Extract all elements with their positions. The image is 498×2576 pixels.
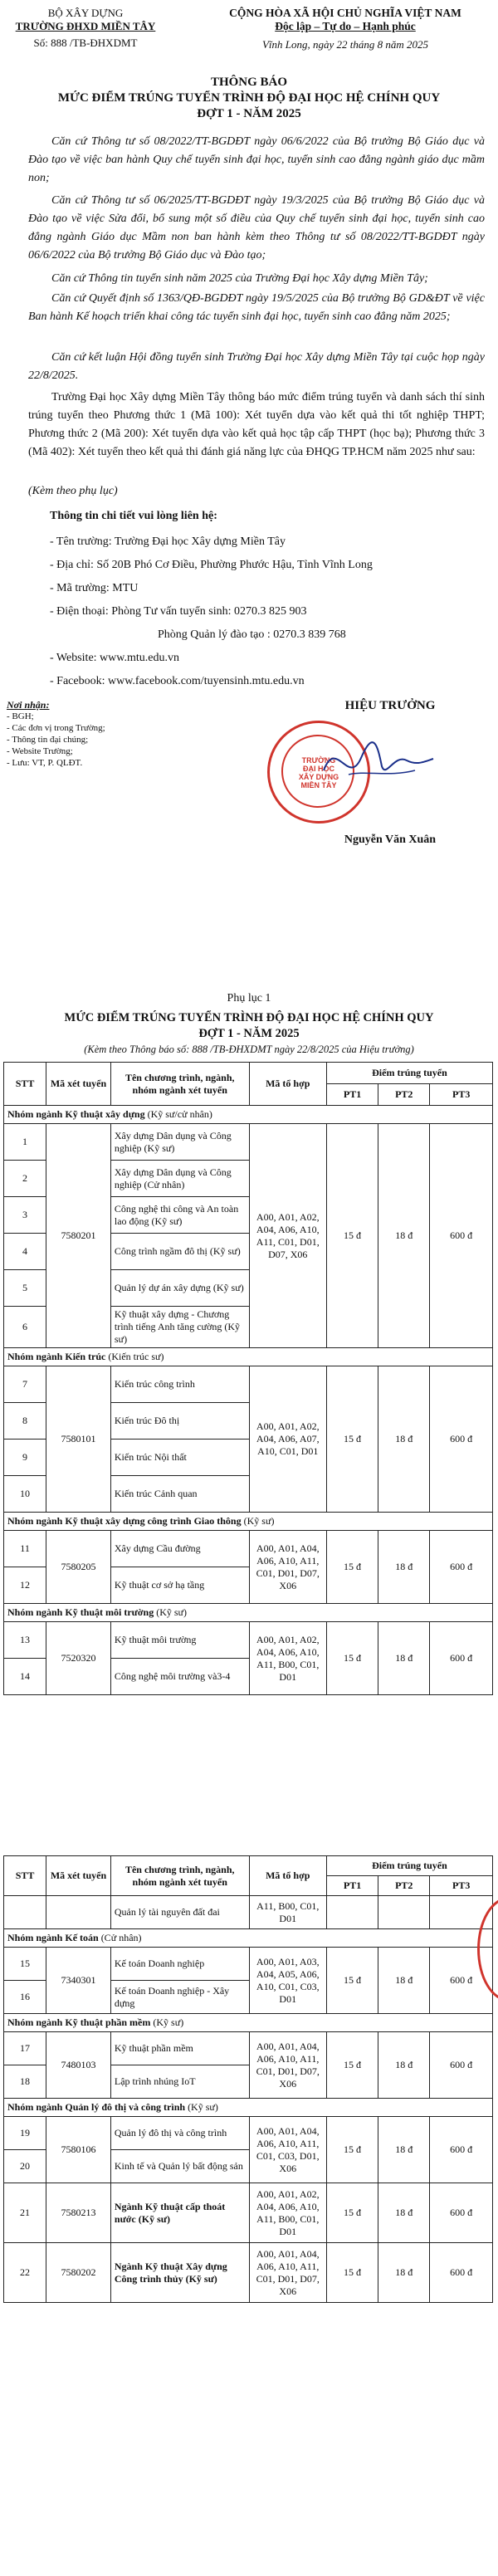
- col-program: Tên chương trình, ngành, nhóm ngành xét tuyển: [110, 1063, 249, 1106]
- row-pt1: 15 đ: [326, 1366, 378, 1513]
- col-pt1: PT1: [326, 1084, 378, 1106]
- group-header-row: [4, 2014, 493, 2032]
- row-program: Kế toán Doanh nghiệp - Xây dựng: [110, 1981, 249, 2014]
- recipient-item: - Lưu: VT, P. QLĐT.: [7, 758, 83, 768]
- row-pt2: 18 đ: [378, 2183, 430, 2243]
- row-pt3: 600 đ: [430, 2117, 493, 2183]
- group-header-row: [4, 2099, 493, 2117]
- row-program: Công nghệ thi công và An toàn lao động (Kỹ sư): [110, 1197, 249, 1234]
- row-stt: 14: [4, 1659, 46, 1695]
- row-combo: A00, A01, A04, A06, A10, A11, C01, D01, D07, X06: [249, 1531, 326, 1604]
- school-seal: TRƯỜNG ĐẠI HỌC XÂY DỰNG MIỀN TÂY: [267, 721, 370, 824]
- row-code: 7520320: [46, 1622, 111, 1695]
- title-line-1: THÔNG BÁO: [210, 76, 288, 89]
- row-code: 7340301: [46, 1948, 111, 2014]
- col-score: Điểm trúng tuyển: [326, 1856, 492, 1876]
- group-header: [4, 2099, 493, 2117]
- basis-4: Căn cứ Quyết định số 1363/QĐ-BGDĐT ngày 19/5/2025 của Bộ trưởng Bộ GD&ĐT về việc Ban hành Kế hoạch triển khai công tác tuyển sinh đại học, tuyển sinh cao đẳng năm 2025;: [28, 292, 485, 323]
- contact-phone-2: Phòng Quản lý đào tạo : 0270.3 839 768: [158, 628, 346, 641]
- row-stt: 13: [4, 1622, 46, 1659]
- row-stt: 19: [4, 2117, 46, 2150]
- col-combo: Mã tổ hợp: [249, 1856, 326, 1896]
- row-pt1: 15 đ: [326, 2243, 378, 2303]
- row-stt: 8: [4, 1403, 46, 1440]
- table-row: [4, 1948, 493, 1981]
- row-code: 7580202: [46, 2243, 111, 2303]
- recipient-item: - Các đơn vị trong Trường;: [7, 723, 105, 733]
- row-program: Xây dựng Dân dụng và Công nghiệp (Cử nhân): [110, 1161, 249, 1197]
- row-stt: 3: [4, 1197, 46, 1234]
- row-stt: 18: [4, 2065, 46, 2099]
- row-pt2: 18 đ: [378, 1124, 430, 1348]
- row-program: Quản lý đô thị và công trình: [110, 2117, 249, 2150]
- row-stt: 9: [4, 1440, 46, 1476]
- page-2-annex: [0, 992, 498, 2576]
- row-pt1: 15 đ: [326, 1124, 378, 1348]
- row-pt2: 18 đ: [378, 1531, 430, 1604]
- recipient-item: - Website Trường;: [7, 746, 73, 756]
- contact-facebook[interactable]: - Facebook: www.facebook.com/tuyensinh.mtu.edu.vn: [50, 675, 305, 687]
- row-code: 7580101: [46, 1366, 111, 1513]
- scores-table-a: [3, 1062, 493, 1695]
- row-pt1: [326, 1896, 378, 1929]
- row-stt: 21: [4, 2183, 46, 2243]
- row-stt: 2: [4, 1161, 46, 1197]
- row-combo: A00, A01, A02, A04, A06, A10, A11, B00, C01, D01: [249, 1622, 326, 1695]
- group-subtitle: (Kỹ sư/cử nhân): [144, 1108, 212, 1120]
- recipient-item: - BGH;: [7, 711, 34, 721]
- row-pt3: 600 đ: [430, 1622, 493, 1695]
- row-program: Quản lý tài nguyên đất đai: [110, 1896, 249, 1929]
- row-program: Kỹ thuật phần mềm: [110, 2032, 249, 2065]
- row-program: Kiến trúc công trình: [110, 1366, 249, 1403]
- row-pt1: 15 đ: [326, 2032, 378, 2099]
- row-code: [46, 1896, 111, 1929]
- table-row: [4, 2117, 493, 2150]
- signature-mark: [315, 729, 440, 795]
- table-row: [4, 1366, 493, 1403]
- nation-motto: Độc lập – Tự do – Hạnh phúc: [275, 20, 416, 32]
- row-pt2: 18 đ: [378, 1948, 430, 2014]
- row-program: Công trình ngầm đô thị (Kỹ sư): [110, 1234, 249, 1270]
- ministry-block: [7, 7, 164, 50]
- col-score: Điểm trúng tuyển: [326, 1063, 492, 1084]
- row-code: 7580213: [46, 2183, 111, 2243]
- contact-website[interactable]: - Website: www.mtu.edu.vn: [50, 652, 179, 664]
- group-title: Nhóm ngành Quản lý đô thị và công trình: [7, 2101, 186, 2113]
- contact-phone-1: - Điện thoại: Phòng Tư vấn tuyển sinh: 0270.3 825 903: [50, 605, 307, 618]
- nation-title: CỘNG HÒA XÃ HỘI CHỦ NGHĨA VIỆT NAM: [229, 7, 461, 19]
- row-stt: 6: [4, 1307, 46, 1348]
- annex-title-1: MỨC ĐIỂM TRÚNG TUYỂN TRÌNH ĐỘ ĐẠI HỌC HỆ CHÍNH QUY: [64, 1011, 434, 1024]
- row-pt2: 18 đ: [378, 1622, 430, 1695]
- row-program: Ngành Kỹ thuật cấp thoát nước (Kỹ sư): [110, 2183, 249, 2243]
- scores-table-b: [3, 1855, 493, 2303]
- annex-title: [0, 1010, 498, 1042]
- row-pt1: 15 đ: [326, 1948, 378, 2014]
- row-program: Kế toán Doanh nghiệp: [110, 1948, 249, 1981]
- page-1: [0, 0, 498, 992]
- row-stt: 5: [4, 1270, 46, 1307]
- nation-block: [196, 7, 495, 51]
- recipients: [7, 699, 156, 769]
- group-header-row: [4, 1604, 493, 1622]
- group-header: [4, 1348, 493, 1366]
- group-subtitle: (Kỹ sư): [185, 2101, 218, 2113]
- group-subtitle: (Cử nhân): [98, 1932, 142, 1943]
- row-combo: A11, B00, C01, D01: [249, 1896, 326, 1929]
- group-header: [4, 1929, 493, 1948]
- row-combo: A00, A01, A02, A04, A06, A07, A10, C01, D01: [249, 1366, 326, 1513]
- table-row: [4, 1531, 493, 1567]
- row-combo: A00, A01, A04, A06, A10, A11, C01, D01, D07, X06: [249, 2243, 326, 2303]
- row-stt: 15: [4, 1948, 46, 1981]
- group-title: Nhóm ngành Kiến trúc: [7, 1351, 106, 1362]
- col-code: Mã xét tuyển: [46, 1856, 111, 1896]
- row-stt: 11: [4, 1531, 46, 1567]
- row-stt: 17: [4, 2032, 46, 2065]
- group-header-row: [4, 1106, 493, 1124]
- school-name: TRƯỜNG ĐHXD MIỀN TÂY: [15, 20, 156, 32]
- group-subtitle: (Kiến trúc sư): [105, 1351, 164, 1362]
- basis-5: Căn cứ kết luận Hội đồng tuyển sinh Trường Đại học Xây dựng Miền Tây tại cuộc họp ngày 22/8/2025.: [28, 351, 485, 382]
- row-stt: 4: [4, 1234, 46, 1270]
- row-pt3: 600 đ: [430, 2183, 493, 2243]
- row-combo: A00, A01, A04, A06, A10, A11, C01, C03, D01, X06: [249, 2117, 326, 2183]
- annex-label: Phụ lục 1: [227, 992, 271, 1004]
- table-row: [4, 2183, 493, 2243]
- row-program: Kinh tế và Quản lý bất động sản: [110, 2150, 249, 2183]
- col-pt3: PT3: [430, 1084, 493, 1106]
- ministry-name: BỘ XÂY DỰNG: [47, 7, 124, 19]
- table-row: [4, 2243, 493, 2303]
- contact-code: - Mã trường: MTU: [50, 582, 139, 594]
- doc-number: Số: 888 /TB-ĐHXDMT: [33, 37, 138, 49]
- row-pt3: 600 đ: [430, 1948, 493, 2014]
- row-pt2: 18 đ: [378, 1366, 430, 1513]
- row-program: Xây dựng Cầu đường: [110, 1531, 249, 1567]
- group-subtitle: (Kỹ sư): [154, 1606, 188, 1618]
- row-program: Kiến trúc Cảnh quan: [110, 1476, 249, 1513]
- contact-heading: Thông tin chi tiết vui lòng liên hệ:: [50, 510, 217, 522]
- title-line-3: ĐỢT 1 - NĂM 2025: [197, 107, 301, 120]
- group-header: [4, 2014, 493, 2032]
- signer-name: Nguyễn Văn Xuân: [344, 833, 437, 846]
- contact-address: - Địa chỉ: Số 20B Phó Cơ Điều, Phường Phước Hậu, Tỉnh Vĩnh Long: [50, 559, 373, 571]
- row-program: Ngành Kỹ thuật Xây dựng Công trình thủy (Kỹ sư): [110, 2243, 249, 2303]
- col-combo: Mã tổ hợp: [249, 1063, 326, 1106]
- row-program: Kỹ thuật xây dựng - Chương trình tiếng Anh tăng cường (Kỹ sư): [110, 1307, 249, 1348]
- row-program: Kỹ thuật môi trường: [110, 1622, 249, 1659]
- group-header-row: [4, 1513, 493, 1531]
- row-program: Công nghệ môi trường và3-4: [110, 1659, 249, 1695]
- col-pt2: PT2: [378, 1084, 430, 1106]
- row-pt2: 18 đ: [378, 2032, 430, 2099]
- row-pt2: 18 đ: [378, 2243, 430, 2303]
- table-row: [4, 2032, 493, 2065]
- col-code: Mã xét tuyển: [46, 1063, 111, 1106]
- row-stt: [4, 1896, 46, 1929]
- row-pt1: 15 đ: [326, 2183, 378, 2243]
- row-stt: 1: [4, 1124, 46, 1161]
- col-stt: STT: [4, 1063, 46, 1106]
- row-code: 7580205: [46, 1531, 111, 1604]
- row-program: Quản lý dự án xây dựng (Kỹ sư): [110, 1270, 249, 1307]
- row-pt3: 600 đ: [430, 2032, 493, 2099]
- group-header-row: [4, 1348, 493, 1366]
- col-pt3: PT3: [430, 1876, 493, 1896]
- row-program: Lập trình nhúng IoT: [110, 2065, 249, 2099]
- row-code: 7580106: [46, 2117, 111, 2183]
- row-pt3: 600 đ: [430, 2243, 493, 2303]
- row-pt1: 15 đ: [326, 1531, 378, 1604]
- table-row: [4, 1622, 493, 1659]
- annex-note: (Kèm theo Thông báo số: 888 /TB-ĐHXDMT ngày 22/8/2025 của Hiệu trưởng): [84, 1044, 414, 1055]
- group-title: Nhóm ngành Kỹ thuật phần mềm: [7, 2016, 151, 2028]
- doc-date: Vĩnh Long, ngày 22 tháng 8 năm 2025: [261, 38, 429, 51]
- row-stt: 7: [4, 1366, 46, 1403]
- row-combo: A00, A01, A02, A04, A06, A10, A11, B00, C01, D01: [249, 2183, 326, 2243]
- row-program: Kiến trúc Đô thị: [110, 1403, 249, 1440]
- row-program: Xây dựng Dân dụng và Công nghiệp (Kỹ sư): [110, 1124, 249, 1161]
- table-row: [4, 1124, 493, 1161]
- row-pt3: 600 đ: [430, 1366, 493, 1513]
- recipients-label: Nơi nhận:: [7, 699, 50, 711]
- row-pt1: 15 đ: [326, 1622, 378, 1695]
- row-combo: A00, A01, A03, A04, A05, A06, A10, C01, C03, D01: [249, 1948, 326, 2014]
- group-header-row: [4, 1929, 493, 1948]
- row-program: Kiến trúc Nội thất: [110, 1440, 249, 1476]
- row-stt: 20: [4, 2150, 46, 2183]
- basis-2: Căn cứ Thông tư số 06/2025/TT-BGDĐT ngày 19/3/2025 của Bộ trưởng Bộ Giáo dục và Đào tạo về việc Sửa đổi, bổ sung một số điều của Quy chế tuyển sinh đại học, tuyển sinh cao đẳng ngành Giáo dục Mầm non ban hành kèm theo Thông tư số 08/2022/TT-BGDĐT ngày 06/6/2022 của Bộ trưởng Bộ Giáo dục và Đào tạo;: [28, 194, 485, 262]
- group-subtitle: (Kỹ sư): [241, 1515, 275, 1527]
- annex-title-2: ĐỢT 1 - NĂM 2025: [198, 1027, 300, 1040]
- attachment-note: (Kèm theo phụ lục): [28, 485, 118, 497]
- signer-title: HIỆU TRƯỞNG: [344, 699, 436, 712]
- recipient-item: - Thông tin đại chúng;: [7, 735, 89, 745]
- col-stt: STT: [4, 1856, 46, 1896]
- row-stt: 12: [4, 1567, 46, 1604]
- row-stt: 22: [4, 2243, 46, 2303]
- group-title: Nhóm ngành Kỹ thuật xây dựng: [7, 1108, 145, 1120]
- col-pt2: PT2: [378, 1876, 430, 1896]
- row-combo: A00, A01, A04, A06, A10, A11, C01, D01, D07, X06: [249, 2032, 326, 2099]
- group-title: Nhóm ngành Kỹ thuật môi trường: [7, 1606, 154, 1618]
- group-header: [4, 1513, 493, 1531]
- row-pt2: [378, 1896, 430, 1929]
- basis-3: Căn cứ Thông tin tuyển sinh năm 2025 của Trường Đại học Xây dựng Miền Tây;: [51, 272, 428, 285]
- col-pt1: PT1: [326, 1876, 378, 1896]
- row-combo: A00, A01, A02, A04, A06, A10, A11, C01, D01, D07, X06: [249, 1124, 326, 1348]
- group-subtitle: (Kỹ sư): [150, 2016, 184, 2028]
- row-program: Kỹ thuật cơ sở hạ tầng: [110, 1567, 249, 1604]
- contact-school: - Tên trường: Trường Đại học Xây dựng Miền Tây: [50, 535, 286, 548]
- row-stt: 10: [4, 1476, 46, 1513]
- group-title: Nhóm ngành Kỹ thuật xây dựng công trình Giao thông: [7, 1515, 242, 1527]
- group-header: [4, 1604, 493, 1622]
- row-stt: 16: [4, 1981, 46, 2014]
- row-pt3: 600 đ: [430, 1531, 493, 1604]
- doc-title: [0, 75, 498, 122]
- group-header: [4, 1106, 493, 1124]
- row-pt3: 600 đ: [430, 1124, 493, 1348]
- row-code: 7580201: [46, 1124, 111, 1348]
- table-row: [4, 1896, 493, 1929]
- col-program: Tên chương trình, ngành, nhóm ngành xét tuyển: [110, 1856, 249, 1896]
- row-pt2: 18 đ: [378, 2117, 430, 2183]
- body-text: Trường Đại học Xây dựng Miền Tây thông báo mức điểm trúng tuyển và danh sách thí sinh trúng tuyển theo Phương thức 1 (Mã 100): Xét tuyển dựa vào kết quả thi tốt nghiệp THPT; Phương thức 2 (Mã 200): Xét tuyển dựa vào kết quả học tập cấp THPT (học bạ); Phương thức 3 (Mã 402): Xét tuyển theo kết quả thi đánh giá năng lực của ĐHQG TP.HCM năm 2025 như sau:: [28, 391, 485, 458]
- group-title: Nhóm ngành Kế toán: [7, 1932, 99, 1943]
- title-line-2: MỨC ĐIỂM TRÚNG TUYỂN TRÌNH ĐỘ ĐẠI HỌC HỆ CHÍNH QUY: [57, 91, 441, 105]
- row-pt1: 15 đ: [326, 2117, 378, 2183]
- row-code: 7480103: [46, 2032, 111, 2099]
- basis-1: Căn cứ Thông tư số 08/2022/TT-BGDĐT ngày 06/6/2022 của Bộ trưởng Bộ Giáo dục và Đào tạo về việc ban hành Quy chế tuyển sinh đại học, tuyển sinh cao đẳng ngành giáo dục mầm non;: [28, 135, 485, 184]
